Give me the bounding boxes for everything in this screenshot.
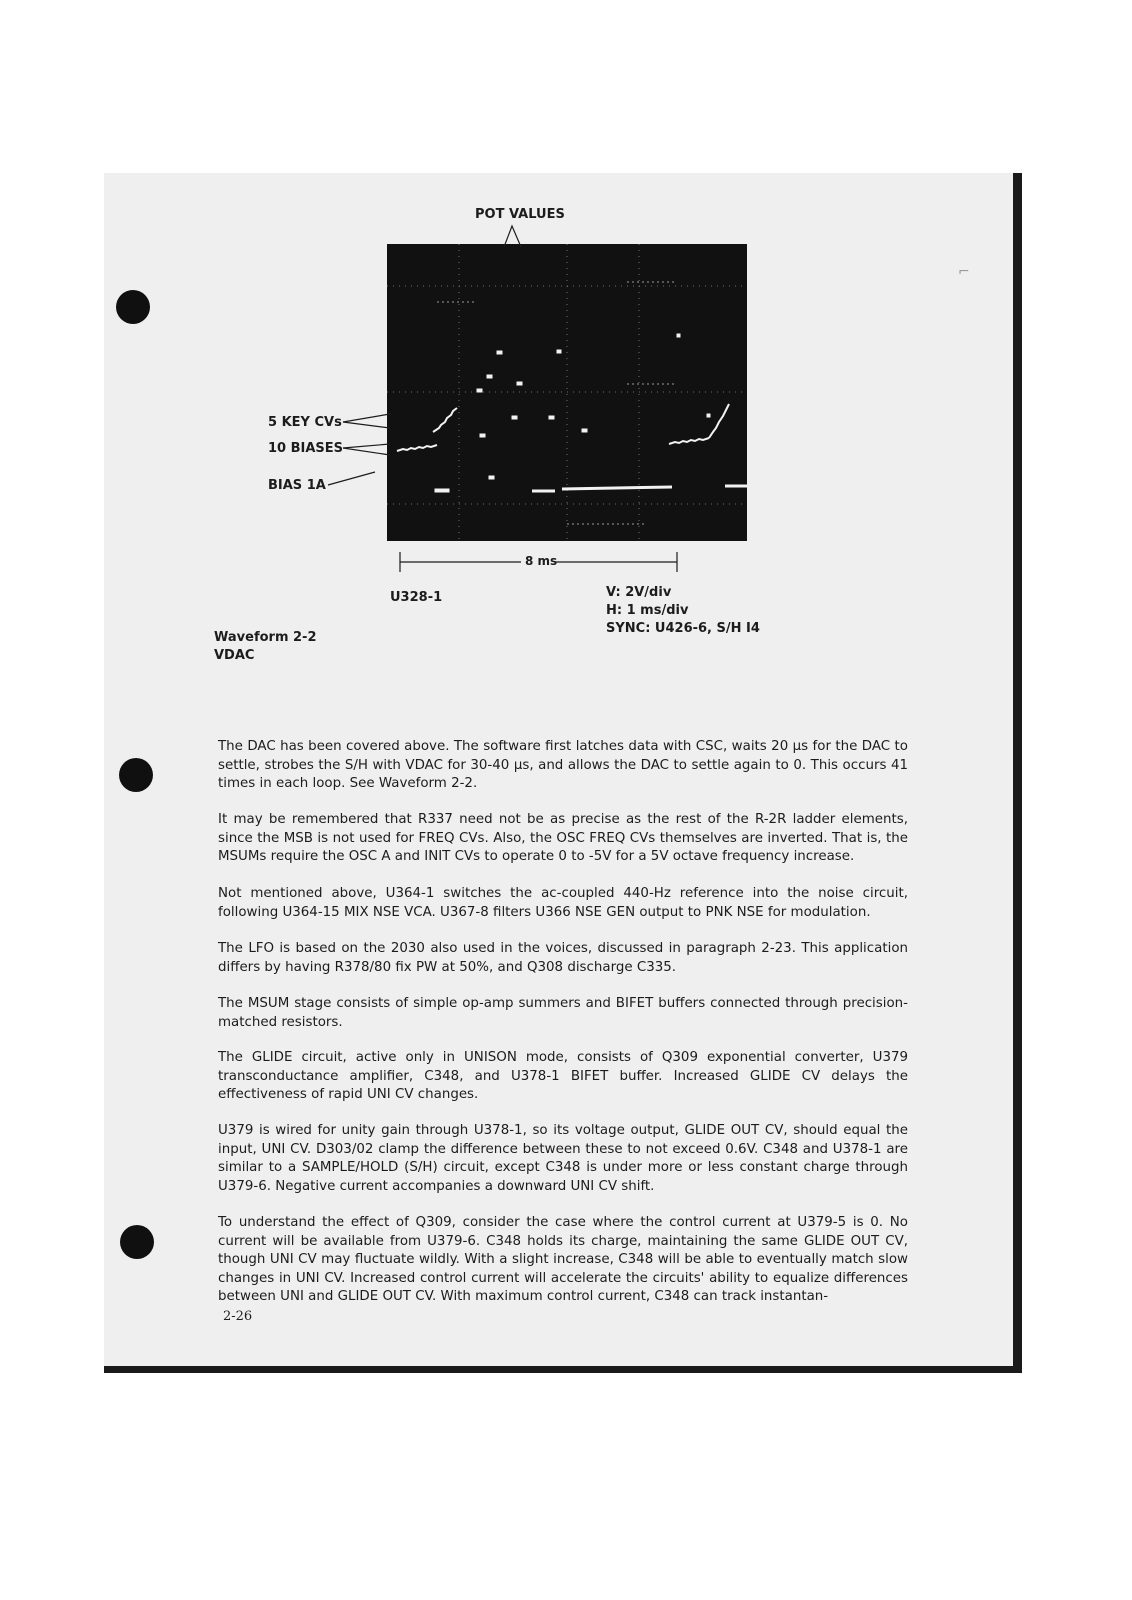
page-number: 2-26	[223, 1309, 253, 1324]
bias-steps-right	[669, 438, 709, 444]
binder-hole-middle	[119, 758, 153, 792]
key-cvs-label: 5 KEY CVs	[268, 415, 342, 430]
paragraph-glide: The GLIDE circuit, active only in UNISON mode, consists of Q309 exponential converter, U379 transconductance amplifier, C348, and U378-1 BIFET buffer. Increased GLIDE CV delays the effectiveness of rapid UNI CV changes.	[218, 1050, 908, 1102]
paragraph-r337: It may be remembered that R337 need not be as precise as the rest of the R-2R ladder elements, since the MSB is not used for FREQ CVs. Also, the OSC FREQ CVs themselves are inverted. That is, the MSUMs require the OSC A and INIT CVs to operate 0 to -5V for a 5V octave frequency increase.	[218, 812, 908, 864]
bias1a-level-2	[562, 487, 672, 489]
oscilloscope-trace	[387, 244, 747, 541]
caption-subtitle: VDAC	[214, 648, 255, 663]
scope-graticule	[387, 244, 747, 541]
paragraph-noise: Not mentioned above, U364-1 switches the ac-coupled 440-Hz reference into the noise circuit, following U364-15 MIX NSE VCA. U367-8 filters U366 NSE GEN output to PNK NSE for modulation.	[218, 886, 908, 920]
caption-title: Waveform 2-2	[214, 630, 317, 645]
probe-label: U328-1	[390, 590, 443, 605]
bias1a-label: BIAS 1A	[268, 478, 326, 493]
horizontal-scale: H: 1 ms/div	[606, 603, 689, 618]
pot-values-label: POT VALUES	[475, 207, 565, 222]
scope-dots	[435, 334, 710, 492]
bias-steps-left	[397, 445, 437, 451]
binder-hole-bottom	[120, 1225, 154, 1259]
paragraph-u379: U379 is wired for unity gain through U378-1, so its voltage output, GLIDE OUT CV, should equal the input, UNI CV. D303/02 clamp the difference between these to not exceed 0.6V. C348 and U378-1 are similar to a SAMPLE/HOLD (S/H) circuit, except C348 is under more or less constant charge through U379-6. Negative current accompanies a downward UNI CV shift.	[218, 1123, 908, 1194]
timing-label: 8 ms	[525, 554, 558, 568]
sync-source: SYNC: U426-6, S/H I4	[606, 621, 760, 636]
key-cv-staircase-left	[433, 408, 457, 432]
scan-mark: ⌐	[958, 264, 970, 280]
paragraph-lfo: The LFO is based on the 2030 also used in the voices, discussed in paragraph 2-23. This application differs by having R378/80 fix PW at 50%, and Q308 discharge C335.	[218, 941, 908, 975]
scope-settings	[606, 584, 760, 638]
binder-hole-top	[116, 290, 150, 324]
vertical-scale: V: 2V/div	[606, 585, 672, 600]
key-cv-staircase-right	[709, 404, 729, 438]
paragraph-q309: To understand the effect of Q309, consider the case where the control current at U379-5 is 0. No current will be available from U379-6. C348 holds its charge, maintaining the same GLIDE OUT CV, though UNI CV may fluctuate wildly. With a slight increase, C348 will be able to eventually match slow changes in UNI CV. Increased control current will accelerate the circuits' ability to equalize differences between UNI and GLIDE OUT CV. With maximum control current, C348 can track instantan-	[218, 1215, 908, 1304]
paragraph-dac: The DAC has been covered above. The software first latches data with CSC, waits 20 µs for the DAC to settle, strobes the S/H with VDAC for 30-40 µs, and allows the DAC to settle again to 0. This occurs 41 times in each loop. See Waveform 2-2.	[218, 739, 908, 791]
figure-caption	[214, 629, 317, 665]
paragraph-msum: The MSUM stage consists of simple op-amp summers and BIFET buffers connected through precision-matched resistors.	[218, 996, 908, 1030]
scope-trace-svg	[387, 244, 747, 541]
biases-label: 10 BIASES	[268, 441, 344, 456]
